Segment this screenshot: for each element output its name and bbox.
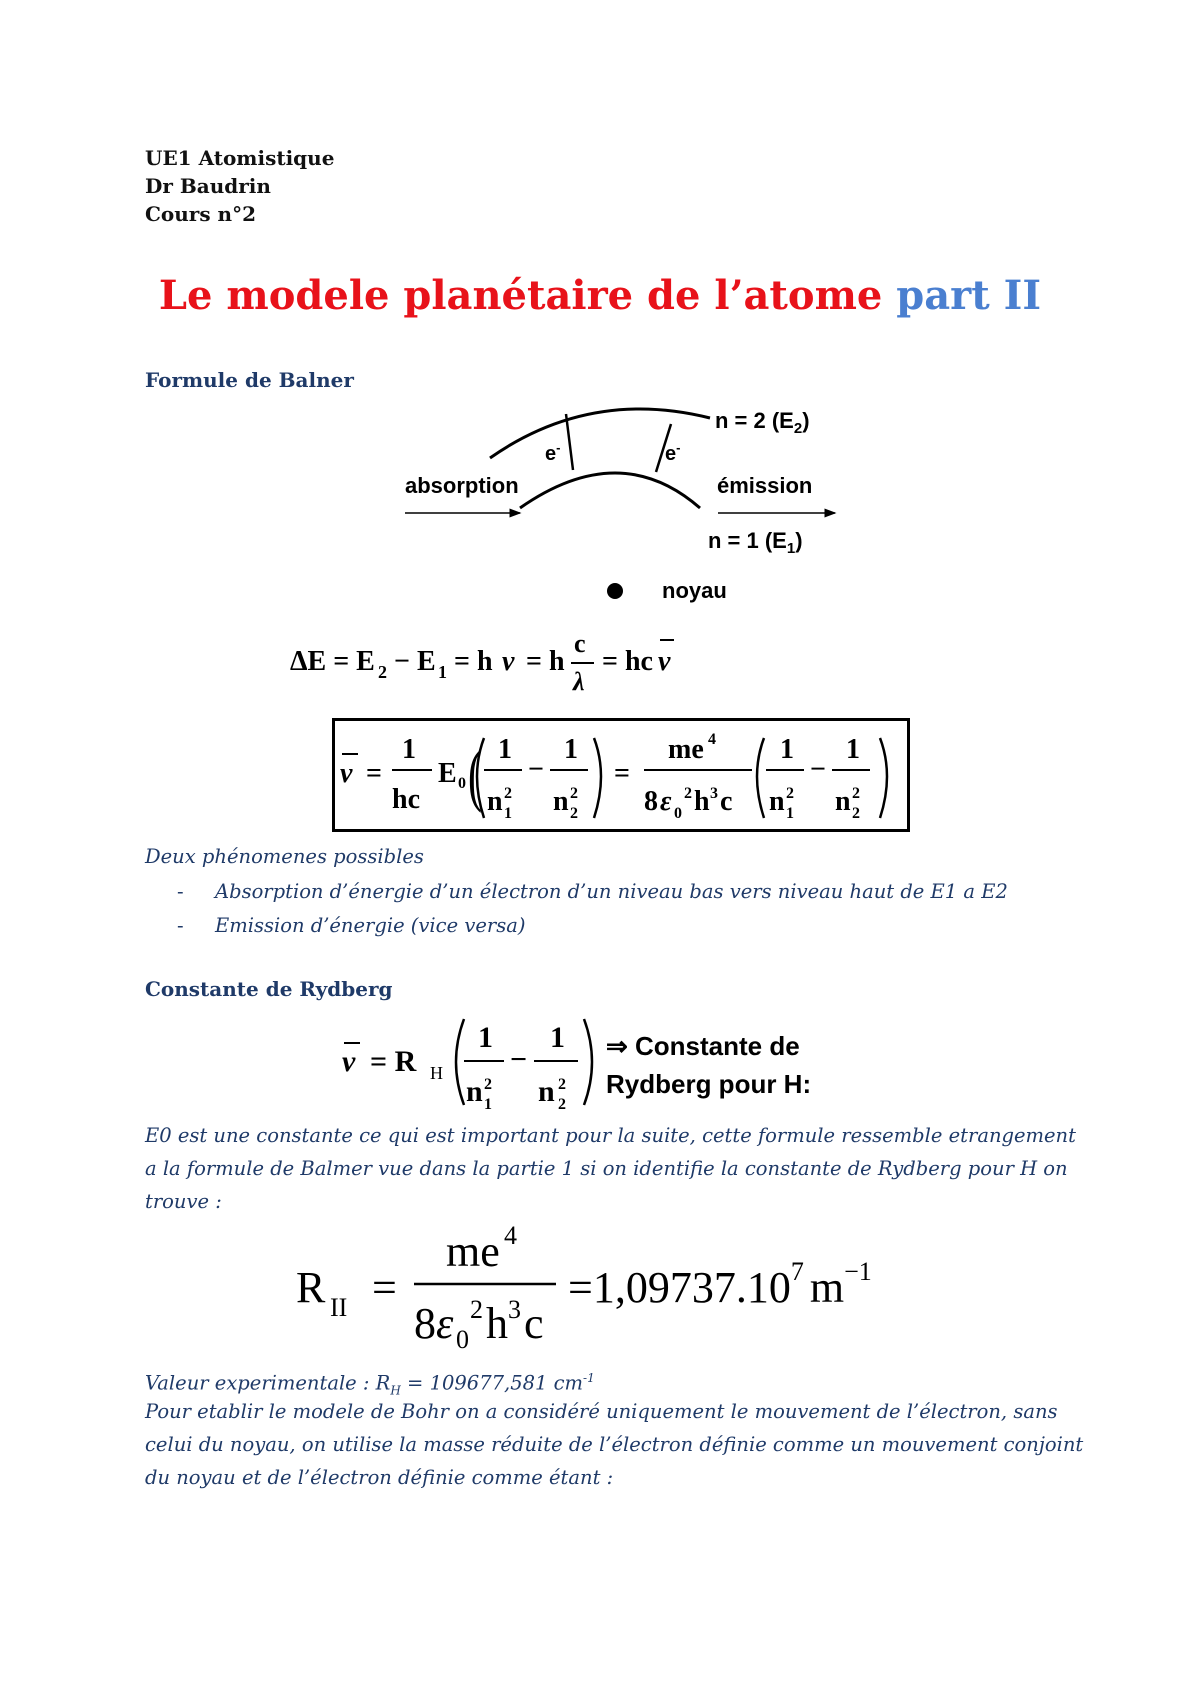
experimental-exp: -1 <box>583 1371 595 1385</box>
svg-text:n: n <box>538 1075 555 1108</box>
phenomena-list <box>145 875 1008 943</box>
svg-text:ε: ε <box>436 1299 454 1348</box>
section-heading-rydberg: Constante de Rydberg <box>145 977 393 1001</box>
svg-text:1: 1 <box>498 734 512 765</box>
wavenumber-formula-box <box>332 718 910 832</box>
bullet-dash: - <box>177 880 184 903</box>
svg-text:3: 3 <box>710 785 718 802</box>
experimental-sub: H <box>390 1383 401 1398</box>
svg-text:ν: ν <box>340 758 353 789</box>
rydberg-label-line1: ⇒ Constante de <box>606 1031 800 1061</box>
svg-text:H: H <box>430 1063 443 1083</box>
svg-text:= hc: = hc <box>602 646 653 677</box>
teacher-name: Dr Baudrin <box>145 174 271 198</box>
list-item <box>145 909 1008 943</box>
svg-text:1: 1 <box>564 734 578 765</box>
svg-text:ν: ν <box>658 646 671 677</box>
svg-text:1: 1 <box>402 734 416 765</box>
svg-text:=: = <box>372 1263 397 1312</box>
svg-text:c: c <box>574 630 586 658</box>
rydberg-numeric-value: $=1,09737.10^7$ $m^{-1}$ <box>568 1257 872 1312</box>
svg-text:me: me <box>446 1227 500 1276</box>
svg-text:−: − <box>810 754 826 785</box>
svg-text:3: 3 <box>508 1295 521 1324</box>
svg-text:1: 1 <box>504 805 512 822</box>
svg-text:1: 1 <box>846 734 860 765</box>
svg-text:=: = <box>614 758 630 789</box>
bullet-text: Emission d’énergie (vice versa) <box>215 914 526 937</box>
bohr-model-note: Pour etablir le modele de Bohr on a considéré uniquement le mouvement de l’électron, sans celui du noyau, on utilise la masse réduite de l’électron définie comme un mouvement conjoint du noyau et de l’électron définie comme étant : <box>145 1400 1084 1489</box>
svg-text:II: II <box>330 1293 348 1322</box>
course-unit: UE1 Atomistique <box>145 146 335 170</box>
svg-text:1: 1 <box>786 805 794 822</box>
title-part: part II <box>896 272 1042 319</box>
rydberg-formula <box>340 1005 900 1115</box>
svg-text:1: 1 <box>438 662 447 682</box>
transition-line-left <box>566 414 573 470</box>
svg-text:hc: hc <box>392 784 420 815</box>
svg-text:n: n <box>553 786 569 817</box>
svg-text:2: 2 <box>570 785 578 802</box>
orbit-n1-arc <box>520 473 700 508</box>
section-heading-balner: Formule de Balner <box>145 368 354 392</box>
svg-text:h: h <box>486 1299 508 1348</box>
svg-text:2: 2 <box>484 1076 492 1093</box>
level-n1-label: n = 1 $(E_1)$ <box>708 528 803 557</box>
nucleus-label: noyau <box>662 578 727 603</box>
svg-text:1: 1 <box>478 1021 493 1054</box>
experimental-number: = 109677,581 cm <box>400 1371 584 1395</box>
list-item <box>145 875 1008 909</box>
svg-text:E: E <box>438 758 457 789</box>
svg-text:1: 1 <box>550 1021 565 1054</box>
svg-text:R: R <box>296 1263 326 1312</box>
svg-text:me: me <box>668 734 704 765</box>
svg-text:c: c <box>524 1299 544 1348</box>
level-n2-label: n = 2 $(E_2)$ <box>715 408 810 437</box>
svg-text:−: − <box>510 1043 528 1076</box>
svg-text:2: 2 <box>504 785 512 802</box>
svg-text:ΔE = E: ΔE = E <box>290 646 375 677</box>
svg-text:8: 8 <box>644 786 658 817</box>
svg-text:4: 4 <box>708 731 716 748</box>
svg-text:c: c <box>720 786 733 817</box>
svg-text:n: n <box>466 1075 483 1108</box>
svg-text:h: h <box>694 786 710 817</box>
svg-text:2: 2 <box>852 805 860 822</box>
svg-text:−: − <box>528 754 544 785</box>
rydberg-label-line2: Rydberg pour H: <box>606 1069 812 1099</box>
svg-text:1: 1 <box>780 734 794 765</box>
svg-text:2: 2 <box>558 1076 566 1093</box>
svg-text:− E: − E <box>394 646 436 677</box>
svg-text:ν: ν <box>502 646 515 677</box>
svg-text:1: 1 <box>484 1096 492 1113</box>
phenomena-intro: Deux phénomenes possibles <box>145 845 424 868</box>
svg-text:n: n <box>769 786 785 817</box>
svg-text:8: 8 <box>414 1299 436 1348</box>
electron-label-right: e- <box>665 440 681 465</box>
absorption-label: absorption <box>405 473 519 498</box>
svg-text:n: n <box>487 786 503 817</box>
course-number: Cours n°2 <box>145 202 257 226</box>
svg-text:0: 0 <box>456 1325 469 1350</box>
emission-label: émission <box>717 473 813 498</box>
svg-text:0: 0 <box>458 775 466 792</box>
bullet-dash: - <box>177 914 184 937</box>
svg-text:2: 2 <box>684 785 692 802</box>
svg-text:=: = <box>366 758 382 789</box>
svg-text:= R: = R <box>370 1045 417 1078</box>
energy-level-diagram <box>390 398 850 618</box>
svg-text:λ: λ <box>573 667 585 696</box>
svg-text:ε: ε <box>660 786 672 817</box>
svg-text:2: 2 <box>570 805 578 822</box>
electron-label-left: e- <box>545 440 561 465</box>
svg-text:= h: = h <box>454 646 493 677</box>
nucleus-dot <box>607 583 623 599</box>
svg-text:2: 2 <box>786 785 794 802</box>
page-title <box>0 272 1200 319</box>
delta-e-formula <box>290 630 740 710</box>
experimental-label: Valeur experimentale : R <box>145 1371 391 1395</box>
title-main: Le modele planétaire de l’atome <box>158 272 883 319</box>
rydberg-value-formula <box>292 1220 932 1350</box>
svg-text:n: n <box>835 786 851 817</box>
bullet-text: Absorption d’énergie d’un électron d’un niveau bas vers niveau haut de E1 a E2 <box>215 880 1008 903</box>
svg-text:0: 0 <box>674 805 682 822</box>
svg-text:= h: = h <box>526 646 565 677</box>
svg-text:2: 2 <box>378 662 387 682</box>
svg-text:2: 2 <box>558 1096 566 1113</box>
svg-text:(: ( <box>468 737 482 814</box>
svg-text:2: 2 <box>852 785 860 802</box>
svg-text:4: 4 <box>504 1221 517 1250</box>
svg-text:ν: ν <box>342 1045 356 1078</box>
rydberg-note: E0 est une constante ce qui est important pour la suite, cette formule ressemble etrangement a la formule de Balmer vue dans la partie 1 si on identifie la constante de Rydberg pour H on trouve : <box>145 1124 1076 1213</box>
svg-text:2: 2 <box>470 1295 483 1324</box>
